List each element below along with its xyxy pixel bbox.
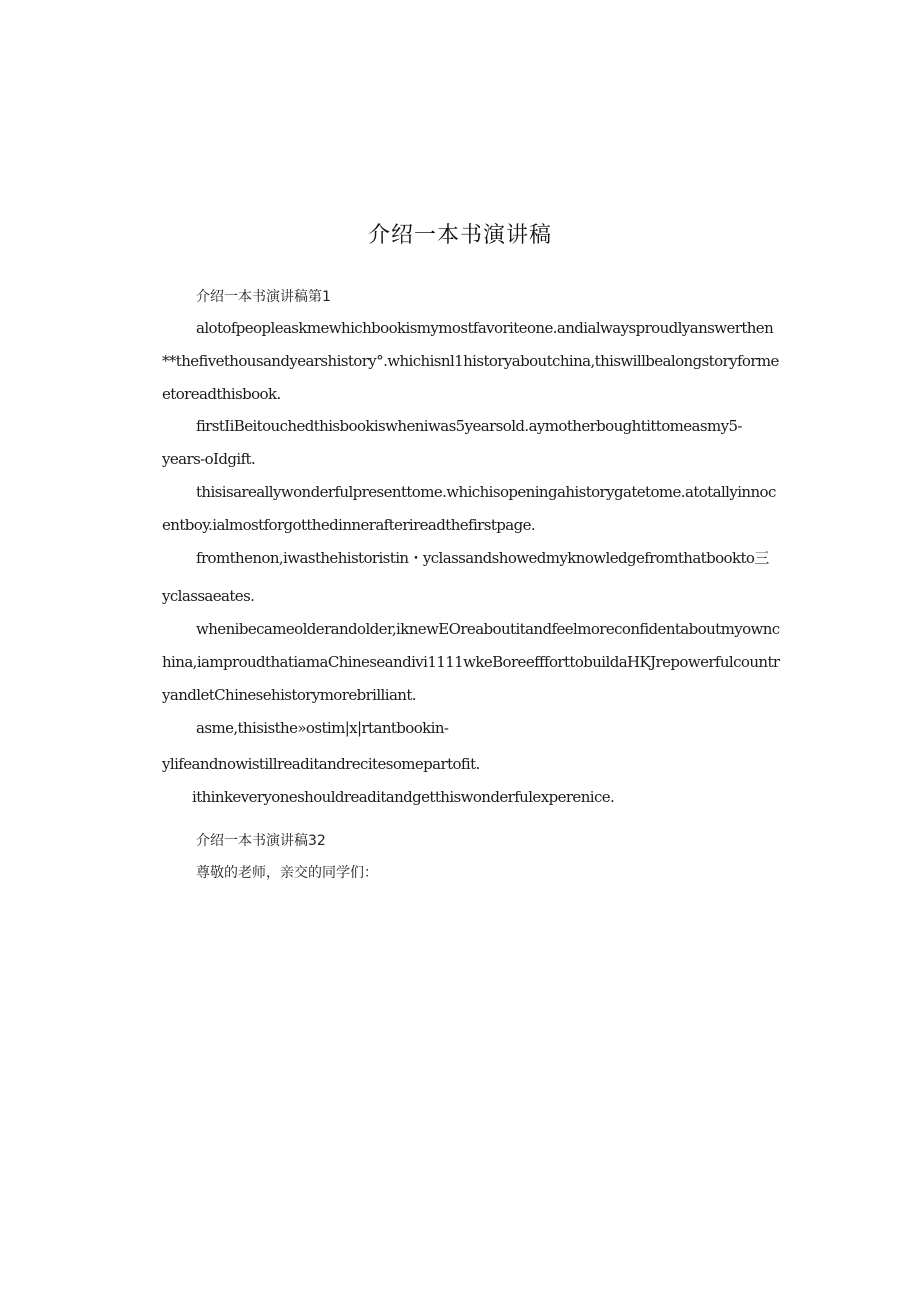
paragraph-line: asme,thisisthe»ostim|x|rtantbookin- bbox=[196, 719, 449, 737]
paragraph-line: whenibecameolderandolder,iknewEOreaboutitandfeelmoreconfidentaboutmyownc bbox=[196, 620, 780, 638]
paragraph-line: ylifeandnowistillreaditandrecitesomepartofit. bbox=[162, 755, 480, 773]
paragraph-line: hina,iamproudthatiamaChineseandivi1111wkeBoreeffforttobuildaHKJrepowerfulcountr bbox=[162, 653, 780, 671]
paragraph-line: thisisareallywonderfulpresenttome.whichisopeningahistorygatetome.atotallyinnoc bbox=[196, 483, 776, 501]
paragraph-line: **thefivethousandyearshistory°.whichisnl1historyaboutchina,thiswillbealongstoryforme bbox=[162, 352, 779, 370]
paragraph-line: alotofpeopleaskmewhichbookismymostfavoriteone.andialwaysproudlyanswerthen bbox=[196, 319, 774, 337]
paragraph-line: years-oIdgift. bbox=[162, 450, 256, 468]
section-heading-2: 介绍一本书演讲稿32 bbox=[196, 833, 326, 849]
page-title: 介绍一本书演讲稿 bbox=[367, 223, 552, 248]
paragraph-line: yandletChinesehistorymorebrilliant. bbox=[162, 686, 416, 704]
paragraph-line: etoreadthisbook. bbox=[162, 385, 281, 403]
paragraph-line: yclassaeates. bbox=[162, 587, 255, 605]
paragraph-line: ithinkeveryoneshouldreaditandgetthiswonderfulexperenice. bbox=[192, 788, 615, 806]
paragraph-line: fromthenon,iwasthehistoristin・yclassandshowedmyknowledgefromthatbookto三 bbox=[196, 549, 769, 567]
paragraph-line: firstIiBeitouchedthisbookiswheniwas5yearsold.aymotherboughtittomeasmy5- bbox=[196, 417, 742, 435]
greeting-line: 尊敬的老师，亲交的同学们： bbox=[196, 865, 378, 881]
paragraph-line: entboy.ialmostforgotthedinnerafterireadthefirstpage. bbox=[162, 516, 536, 534]
section-heading-1: 介绍一本书演讲稿第1 bbox=[196, 289, 331, 305]
